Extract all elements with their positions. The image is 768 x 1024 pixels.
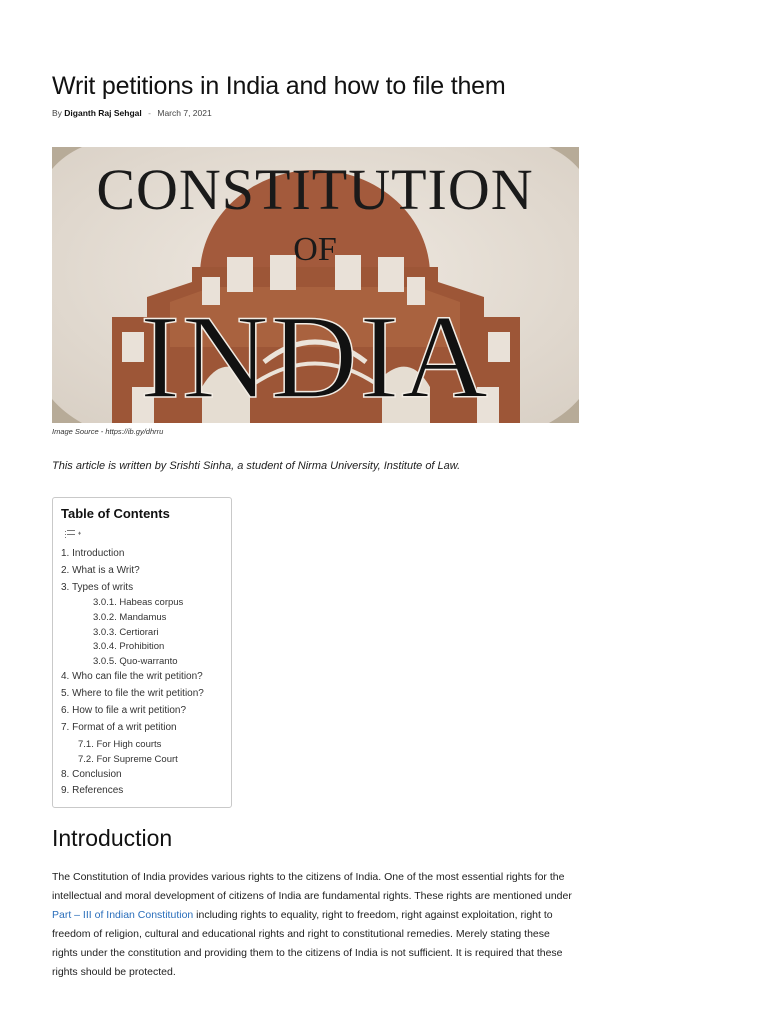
hero-text-constitution: CONSTITUTION	[96, 157, 534, 222]
image-caption: Image Source - https://ib.gy/dhrru	[52, 427, 164, 436]
toc-item-where-to-file[interactable]: 5. Where to file the writ petition?	[61, 688, 204, 700]
table-of-contents	[52, 497, 232, 808]
toc-item-high-courts[interactable]: 7.1. For High courts	[78, 738, 162, 750]
toc-item-how-to-file[interactable]: 6. How to file a writ petition?	[61, 704, 187, 716]
toc-list	[61, 546, 231, 800]
toc-item-types-of-writs[interactable]: 3. Types of writs	[61, 581, 134, 593]
toc-item-quo-warranto[interactable]: 3.0.5. Quo-warranto	[93, 655, 178, 667]
toc-item-prohibition[interactable]: 3.0.4. Prohibition	[93, 641, 165, 653]
hero-text-of: OF	[293, 231, 337, 268]
article-title: Writ petitions in India and how to file them	[52, 72, 506, 100]
paragraph-text-end: including rights to equality, right to freedom, right against exploitation, right to freedom of religion, cultural and educational rights and right to constitutional remedies. Merely stating these rights under the constitution and providing them to the citizens of India is not sufficient. It is required that these rights should be protected.	[52, 909, 563, 978]
toc-item-supreme-court[interactable]: 7.2. For Supreme Court	[78, 753, 178, 765]
toc-item-references[interactable]: 9. References	[61, 785, 124, 797]
toc-item-habeas-corpus[interactable]: 3.0.1. Habeas corpus	[93, 597, 184, 609]
part-iii-link[interactable]: Part – III of Indian Constitution	[52, 909, 194, 921]
author-link[interactable]: Diganth Raj Sehgal	[64, 108, 142, 118]
toc-title: Table of Contents	[61, 506, 170, 521]
paragraph-text-start: The Constitution of India provides various rights to the citizens of India. One of the most essential rights for the intellectual and moral development of citizens of India are fundamental rights. These rights are mentioned under	[52, 871, 572, 902]
introduction-paragraph	[52, 868, 577, 982]
hero-image	[52, 147, 579, 423]
byline-separator: -	[148, 108, 151, 118]
toc-item-what-is-a-writ[interactable]: 2. What is a Writ?	[61, 564, 140, 576]
toc-item-who-can-file[interactable]: 4. Who can file the writ petition?	[61, 671, 203, 683]
list-toggle-icon[interactable]	[65, 529, 89, 539]
toc-item-certiorari[interactable]: 3.0.3. Certiorari	[93, 626, 159, 638]
author-note: This article is written by Srishti Sinha, a student of Nirma University, Institute of Law.	[52, 460, 461, 472]
hero-text-india: INDIA	[140, 290, 490, 423]
chevron-icon: ♦	[78, 531, 82, 537]
toc-item-format[interactable]: 7. Format of a writ petition	[61, 721, 177, 733]
byline	[52, 108, 212, 118]
toc-item-mandamus[interactable]: 3.0.2. Mandamus	[93, 611, 167, 623]
toc-item-introduction[interactable]: 1. Introduction	[61, 548, 125, 559]
section-heading-introduction: Introduction	[52, 825, 173, 851]
publish-date: March 7, 2021	[157, 108, 212, 118]
byline-prefix: By	[52, 108, 62, 118]
toc-item-conclusion[interactable]: 8. Conclusion	[61, 768, 122, 780]
